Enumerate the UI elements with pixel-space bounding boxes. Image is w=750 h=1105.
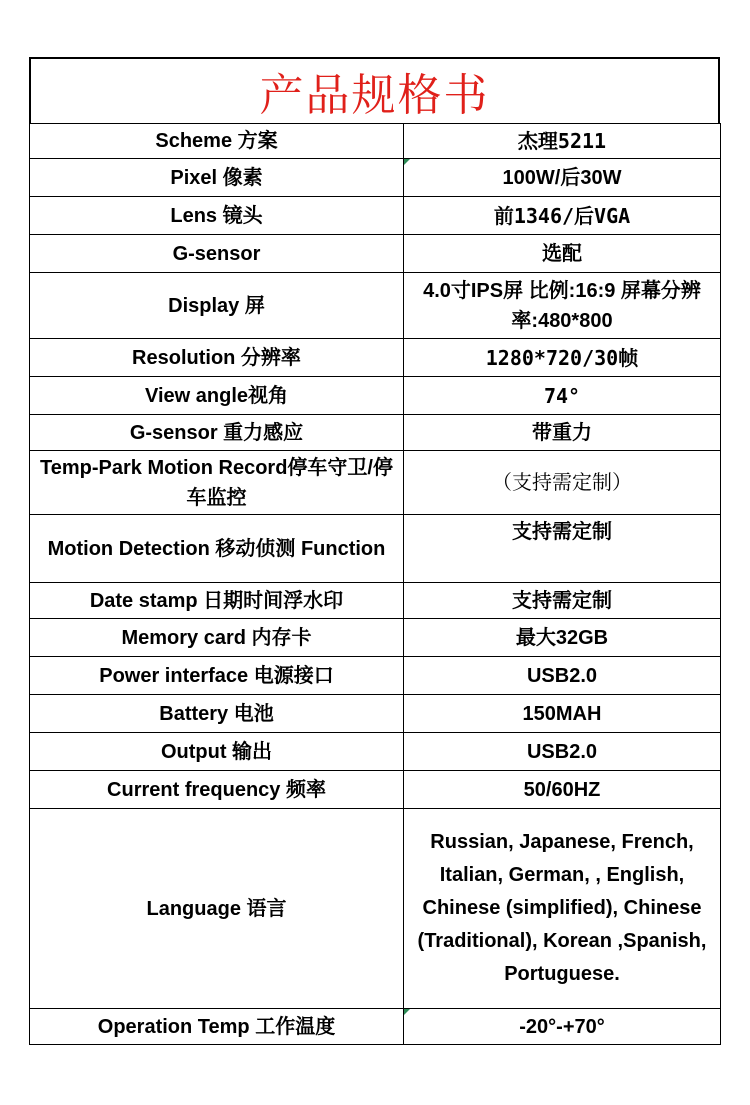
table-row xyxy=(30,124,721,159)
page-title: 产品规格书 xyxy=(29,57,720,123)
spec-value: 100W/后30W xyxy=(404,159,721,197)
spec-value: 最大32GB xyxy=(404,619,721,657)
table-row xyxy=(30,377,721,415)
spec-value: 支持需定制 xyxy=(404,583,721,619)
table-row xyxy=(30,415,721,451)
table-row xyxy=(30,339,721,377)
spec-key: Output 输出 xyxy=(30,733,404,771)
spec-key: View angle视角 xyxy=(30,377,404,415)
spec-key: Current frequency 频率 xyxy=(30,771,404,809)
spec-value: Russian, Japanese, French, Italian, German, , English, Chinese (simplified), Chinese (Traditional), Korean ,Spanish, Portuguese. xyxy=(404,809,721,1009)
spec-value: 选配 xyxy=(404,235,721,273)
table-row xyxy=(30,235,721,273)
spec-value: 杰理5211 xyxy=(404,124,721,159)
spec-key: Pixel 像素 xyxy=(30,159,404,197)
spec-value: 前1346/后VGA xyxy=(404,197,721,235)
spec-key: Motion Detection 移动侦测 Function xyxy=(30,515,404,583)
spec-key: G-sensor xyxy=(30,235,404,273)
table-row xyxy=(30,771,721,809)
table-row xyxy=(30,809,721,1009)
spec-sheet xyxy=(29,57,720,1045)
spec-value: 50/60HZ xyxy=(404,771,721,809)
table-row xyxy=(30,1009,721,1045)
spec-key: Temp-Park Motion Record停车守卫/停车监控 xyxy=(30,451,404,515)
spec-key: Operation Temp 工作温度 xyxy=(30,1009,404,1045)
spec-value: 150MAH xyxy=(404,695,721,733)
spec-value: （支持需定制） xyxy=(404,451,721,515)
spec-value: 1280*720/30帧 xyxy=(404,339,721,377)
table-row xyxy=(30,273,721,339)
spec-key: Resolution 分辨率 xyxy=(30,339,404,377)
table-row xyxy=(30,657,721,695)
table-row xyxy=(30,451,721,515)
table-row xyxy=(30,733,721,771)
spec-key: Display 屏 xyxy=(30,273,404,339)
spec-key: Battery 电池 xyxy=(30,695,404,733)
table-row xyxy=(30,159,721,197)
spec-value: USB2.0 xyxy=(404,657,721,695)
spec-key: G-sensor 重力感应 xyxy=(30,415,404,451)
spec-key: Lens 镜头 xyxy=(30,197,404,235)
spec-key: Memory card 内存卡 xyxy=(30,619,404,657)
table-row xyxy=(30,515,721,583)
spec-table xyxy=(29,123,721,1045)
spec-key: Power interface 电源接口 xyxy=(30,657,404,695)
spec-value: 带重力 xyxy=(404,415,721,451)
table-row xyxy=(30,197,721,235)
spec-key: Scheme 方案 xyxy=(30,124,404,159)
spec-value: 74° xyxy=(404,377,721,415)
table-row xyxy=(30,619,721,657)
table-row xyxy=(30,695,721,733)
spec-key: Date stamp 日期时间浮水印 xyxy=(30,583,404,619)
spec-value: USB2.0 xyxy=(404,733,721,771)
spec-value: 支持需定制 xyxy=(404,515,721,583)
spec-value: -20°-+70° xyxy=(404,1009,721,1045)
spec-value: 4.0寸IPS屏 比例:16:9 屏幕分辨率:480*800 xyxy=(404,273,721,339)
spec-key: Language 语言 xyxy=(30,809,404,1009)
table-row xyxy=(30,583,721,619)
